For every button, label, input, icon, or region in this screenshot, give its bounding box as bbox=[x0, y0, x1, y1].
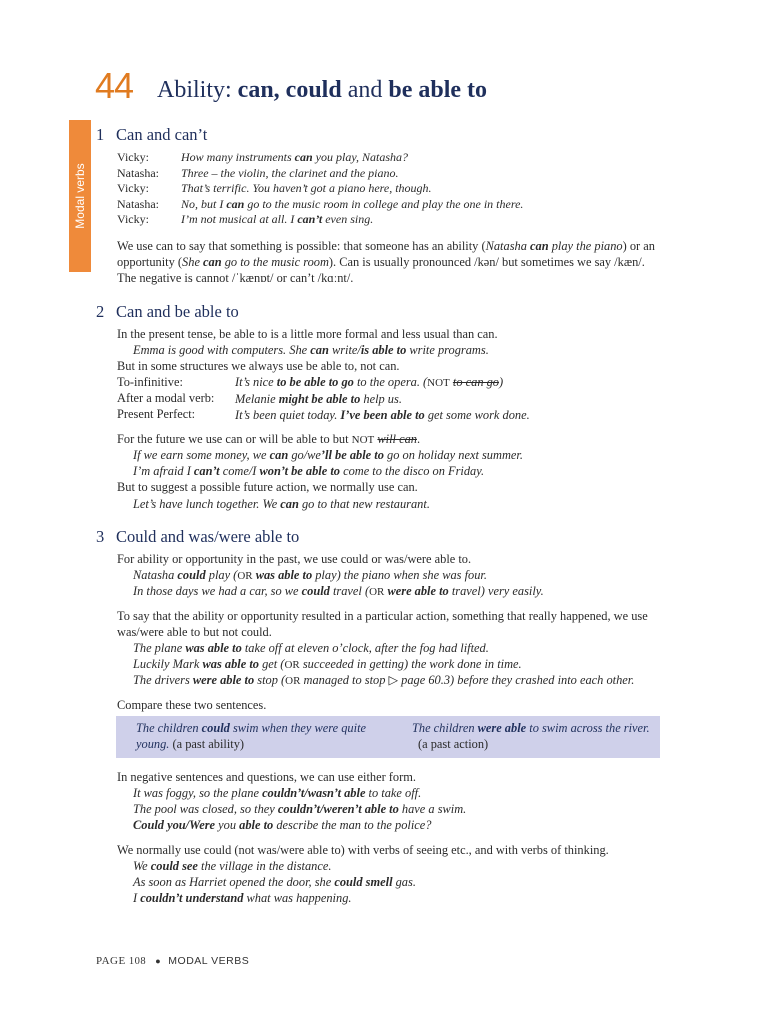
suggest-rule: But to suggest a possible future action, we normally use can. bbox=[117, 480, 418, 494]
example-line: The plane was able to take off at eleven o’clock, after the fog had lifted. bbox=[133, 641, 489, 655]
structure-examples bbox=[235, 374, 665, 423]
negative-rule: In negative sentences and questions, we can use either form. bbox=[117, 770, 416, 784]
section-3-heading: 3 Could and was/were able to bbox=[96, 527, 300, 546]
example-line: The pool was closed, so they couldn’t/weren’t able to have a swim. bbox=[133, 802, 467, 816]
example-line: I’m afraid I can’t come/I won’t be able to come to the disco on Friday. bbox=[133, 464, 485, 478]
dialogue-line: That’s terrific. You haven’t got a piano here, though. bbox=[181, 181, 432, 195]
example-line: We could see the village in the distance. bbox=[133, 859, 332, 873]
bullet-icon: ● bbox=[155, 956, 162, 966]
section-2-heading: 2 Can and be able to bbox=[96, 302, 239, 321]
compare-intro: Compare these two sentences. bbox=[117, 698, 267, 712]
example-line: Emma is good with computers. She can write/is able to write programs. bbox=[133, 343, 489, 357]
dialogue-line: Three – the violin, the clarinet and the piano. bbox=[181, 165, 399, 180]
compare-left: The children could swim when they were quite young. (a past ability) bbox=[136, 721, 367, 751]
section-2-intro: In the present tense, be able to is a little more formal and less usual than can. bbox=[117, 327, 498, 341]
page-number: 108 bbox=[128, 956, 147, 967]
example-line: As soon as Harriet opened the door, she could smell gas. bbox=[133, 875, 416, 889]
example-line: It was foggy, so the plane couldn’t/wasn’t able to take off. bbox=[133, 786, 422, 800]
chapter-title: Ability: can, could and be able to bbox=[157, 77, 488, 103]
section-3-intro: For ability or opportunity in the past, we use could or was/were able to. bbox=[117, 552, 472, 566]
compare-right: The children were able to swim across the river. (a past action) bbox=[412, 721, 650, 751]
dialogue-line: No, but I can go to the music room in college and play the one in there. bbox=[181, 196, 524, 211]
dialogue-line: I’m not musical at all. I can’t even sing. bbox=[181, 212, 374, 226]
future-rule: For the future we use can or will be able to but NOT will can. bbox=[117, 432, 421, 446]
example-line: Luckily Mark was able to get (OR succeeded in getting) the work done in time. bbox=[133, 657, 522, 671]
example-line: Natasha could play (OR was able to play) the piano when she was four. bbox=[133, 568, 487, 582]
section-1-explanation: We use can to say that something is possible: that someone has an ability (Natasha can play the piano) or an opportunity (She can go to the music room). Can is usually pronounced /kən/ but sometimes we say /kæn/. The negative is cannot /ˈkænɒt/ or can’t /kɑːnt/. bbox=[117, 239, 655, 285]
example-line: Could you/Were you able to describe the man to the police? bbox=[133, 818, 432, 832]
example-line: I couldn’t understand what was happening. bbox=[133, 891, 352, 905]
example-line: It’s nice to be able to go to the opera. (NOT to can go) bbox=[235, 375, 504, 389]
example-line: Let’s have lunch together. We can go to that new restaurant. bbox=[133, 497, 430, 511]
section-2-intro-2: But in some structures we always use be able to, not can. bbox=[117, 359, 400, 373]
seeing-rule: We normally use could (not was/were able to) with verbs of seeing etc., and with verbs of thinking. bbox=[117, 843, 609, 857]
page-footer bbox=[96, 953, 249, 970]
example-line: The drivers were able to stop (OR managed to stop ▷ page 60.3) before they crashed into each other. bbox=[133, 673, 635, 687]
side-tab-label: Modal verbs bbox=[73, 163, 87, 229]
footer-section: MODAL VERBS bbox=[168, 955, 250, 967]
example-line: Melanie might be able to help us. bbox=[235, 392, 402, 406]
structure-labels: To-infinitive: After a modal verb: Present Perfect: bbox=[117, 375, 215, 421]
section-1-heading: 1 Can and can’t bbox=[96, 125, 208, 144]
chapter-number: 44 bbox=[95, 65, 134, 106]
section-3-result-rule: To say that the ability or opportunity resulted in a particular action, something that really happened, we use was/were able to but not could. bbox=[117, 609, 648, 639]
example-line: If we earn some money, we can go/we’ll be able to go on holiday next summer. bbox=[133, 448, 523, 462]
dialogue-lines bbox=[181, 150, 601, 228]
dialogue-line: How many instruments can you play, Natasha? bbox=[181, 150, 409, 164]
page-label: PAGE bbox=[96, 955, 126, 967]
dialogue-speakers: Vicky: Natasha: Vicky: Natasha: Vicky: bbox=[117, 150, 159, 226]
example-line: In those days we had a car, so we could travel (OR were able to travel) very easily. bbox=[133, 584, 544, 598]
example-line: It’s been quiet today. I’ve been able to get some work done. bbox=[235, 408, 530, 422]
side-tab-modal-verbs bbox=[69, 120, 91, 272]
